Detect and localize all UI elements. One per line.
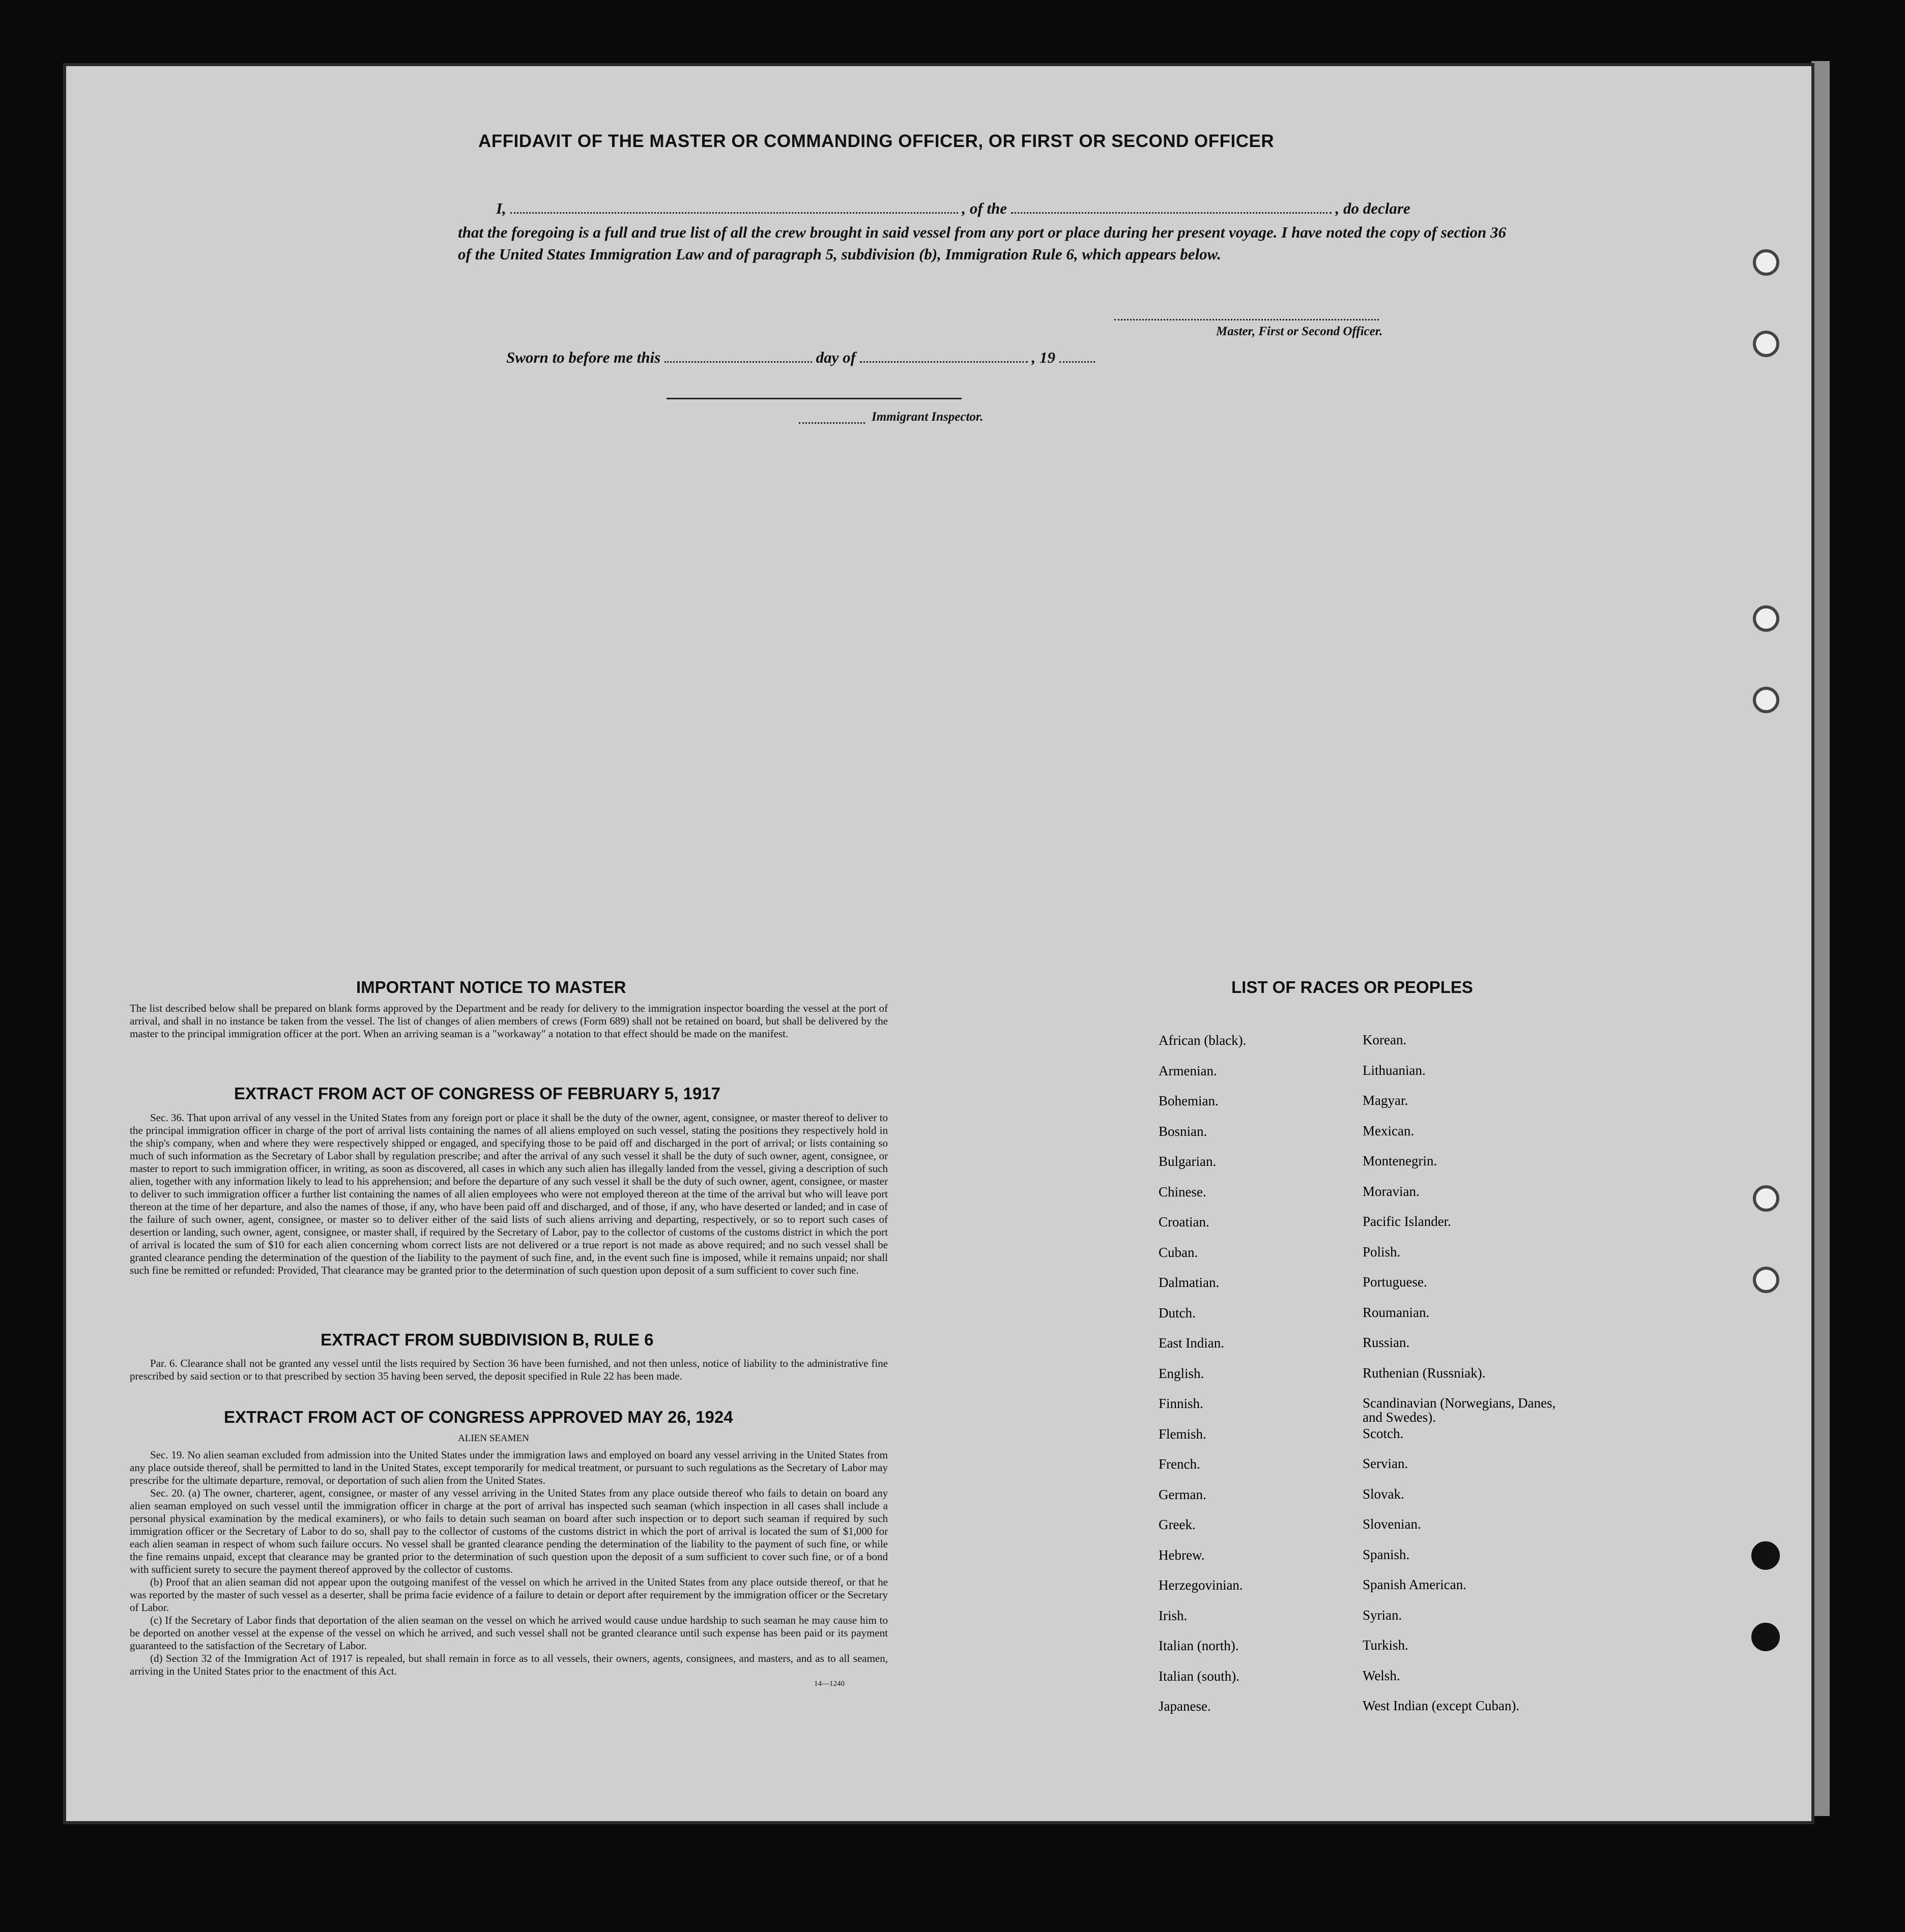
- extract-1924-subtitle: ALIEN SEAMEN: [458, 1433, 529, 1444]
- race-item: African (black).: [1159, 1033, 1247, 1048]
- race-item: Syrian.: [1363, 1607, 1402, 1623]
- race-item: Armenian.: [1159, 1063, 1217, 1078]
- race-item: Bosnian.: [1159, 1123, 1207, 1139]
- sworn-line: [506, 348, 1095, 367]
- race-item: Polish.: [1363, 1244, 1401, 1260]
- race-item: Montenegrin.: [1363, 1153, 1437, 1168]
- race-item: Dutch.: [1159, 1305, 1196, 1321]
- race-item: Roumanian.: [1363, 1304, 1430, 1320]
- extract-1917-title: EXTRACT FROM ACT OF CONGRESS OF FEBRUARY 5, 1917: [234, 1084, 720, 1103]
- race-item: Scandinavian (Norwegians, Danes, and Swedes).: [1363, 1395, 1556, 1425]
- underlying-page-edge: [1811, 61, 1830, 1816]
- binder-hole: [1753, 249, 1779, 276]
- race-item: German.: [1159, 1486, 1206, 1502]
- binder-hole: [1753, 605, 1779, 632]
- race-item: Japanese.: [1159, 1699, 1211, 1714]
- vessel-field-line[interactable]: [1011, 212, 1332, 214]
- declaration-of-the: , of the: [962, 199, 1007, 217]
- inspector-signature-line[interactable]: [667, 398, 962, 399]
- race-item: Magyar.: [1363, 1093, 1408, 1108]
- race-item: Korean.: [1363, 1032, 1407, 1047]
- race-item: Servian.: [1363, 1456, 1408, 1471]
- affidavit-body: that the foregoing is a full and true list of all the crew brought in said vessel from any port or place during her present voyage. I have noted the copy of section 36 of the United States Immigration Law and of paragraph 5, subdivision (b), Immigration Rule 6, which appears below.: [458, 223, 1506, 263]
- race-item: Croatian.: [1159, 1214, 1209, 1230]
- subdivision-title: EXTRACT FROM SUBDIVISION B, RULE 6: [321, 1330, 654, 1349]
- declaration-declare: , do declare: [1335, 199, 1410, 217]
- race-item: Herzegovinian.: [1159, 1577, 1243, 1593]
- race-item: Pacific Islander.: [1363, 1214, 1451, 1229]
- extract-1924-body: [130, 1449, 888, 1678]
- binder-hole: [1751, 1541, 1780, 1570]
- race-item: Dalmatian.: [1159, 1275, 1220, 1290]
- form-number: 14—1240: [814, 1680, 845, 1688]
- notice-body: The list described below shall be prepared on blank forms approved by the Department and be ready for delivery to the immigration inspector boarding the vessel at the port of arrival, and shall in no instance be taken from the vessel. The list of changes of alien members of crews (Form 689) shall not be retained on board, but shall be delivered by the master to the principal immigration officer at the port. When an arriving seaman is a "workaway" a notation to that effect should be made on the manifest.: [130, 1002, 888, 1040]
- race-item: Spanish.: [1363, 1546, 1410, 1562]
- race-item: West Indian (except Cuban).: [1363, 1698, 1520, 1713]
- sworn-text: Sworn to before me this: [506, 348, 661, 366]
- race-item: Russian.: [1363, 1335, 1410, 1350]
- binder-hole: [1753, 1185, 1779, 1212]
- race-item: Welsh.: [1363, 1667, 1400, 1683]
- race-item: Finnish.: [1159, 1396, 1203, 1411]
- race-item: Irish.: [1159, 1607, 1188, 1623]
- race-item: Bohemian.: [1159, 1093, 1219, 1108]
- affidavit-declaration-line: [496, 199, 1509, 218]
- inspector-line-2: [799, 422, 865, 424]
- subdivision-body: Par. 6. Clearance shall not be granted any vessel until the lists required by Section 36 have been furnished, and not then unless, notice of liability to the administrative fine prescribed by said section or to that prescribed by section 35 having been served, the deposit specified in Rule 22 has been made.: [130, 1357, 888, 1382]
- extract-1917-body: Sec. 36. That upon arrival of any vessel in the United States from any foreign port or place it shall be the duty of the owner, agent, consignee, or master thereof to deliver to the principal immigration officer in charge of the port of arrival lists containing the names of all aliens employed on such vessel, stating the positions they respectively hold in the ship's company, when and where they were respectively shipped or engaged, and specifying those to be paid off and discharged in the port of arrival; or lists containing so much of such information as the Secretary of Labor shall by regulation prescribe; and after the arrival of any such vessel it shall be the duty of such owner, agent, consignee, or master to report to such immigration officer, in writing, as soon as discovered, all cases in which any such alien has illegally landed from the vessel, giving a description of such alien, together with any information likely to lead to his apprehension; and before the departure of any such vessel it shall be the duty of such owner, agent, consignee, or master to deliver to such immigration officer a further list containing the names of all alien employees who were not employed thereon at the time of the arrival but who will leave port thereon at the time of her departure, and also the names of those, if any, who have been paid off and discharged, and of those, if any, who have deserted or landed; and in case of the failure of such owner, agent, consignee, or master so to deliver either of the said lists of such aliens arriving and departing, respectively, or so to report such cases of desertion or landing, such owner, agent, consignee, or master shall, if required by the Secretary of Labor, pay to the collector of customs of the customs district in which the port of arrival is located the sum of $10 for each alien concerning whom correct lists are not delivered or a true report is not made as above required; and no such vessel shall be granted clearance pending the determination of the question of the liability to the payment of such fine, and, in the event such fine is imposed, while it remains unpaid; nor shall such fine be remitted or refunded: Provided, That clearance may be granted prior to the determination of such question upon deposit of a sum sufficient to cover such fine.: [130, 1111, 888, 1276]
- race-item: English.: [1159, 1365, 1204, 1381]
- race-item: East Indian.: [1159, 1335, 1224, 1351]
- race-item: Hebrew.: [1159, 1547, 1205, 1563]
- race-item: Mexican.: [1363, 1123, 1415, 1138]
- race-item: French.: [1159, 1456, 1200, 1472]
- signature-line[interactable]: [1114, 319, 1379, 320]
- year-text: , 19: [1031, 348, 1055, 366]
- race-item: Flemish.: [1159, 1426, 1206, 1442]
- sec-20a-paragraph: Sec. 20. (a) The owner, charterer, agent, consignee, or master of any vessel arriving in the United States from any place outside thereof who fails to detain on board any alien seaman employed on such vessel until the immigration officer in charge at the port of arrival has inspected such seaman (which inspection in all cases shall include a personal physical examination by the medical examiners), or who fails to detain such seaman on board after such inspection or to deport such seaman if required by such immigration officer or the Secretary of Labor to do so, shall pay to the collector of customs of the customs district in which the port of arrival is located the sum of $1,000 for each alien seaman in respect of whom such failure occurs. No vessel shall be granted clearance pending the determination of the liability to the payment of such fine, or while the fine remains unpaid, except that clearance may be granted prior to the determination of such question upon the deposit of a sum sufficient to cover such fine, or of a bond with sufficient surety to secure the payment thereof approved by the collector of customs.: [130, 1487, 888, 1575]
- sworn-day-field[interactable]: [665, 361, 812, 363]
- binder-hole: [1753, 331, 1779, 357]
- race-item: Portuguese.: [1363, 1274, 1427, 1290]
- sec-19-paragraph: Sec. 19. No alien seaman excluded from admission into the United States under the immigration laws and employed on board any vessel arriving in the United States from any place outside thereof, shall be permitted to land in the United States, except temporarily for medical treatment, or pursuant to such regulations as the Secretary of Labor may prescribe for the ultimate departure, removal, or deportation of such alien from the United States.: [130, 1449, 888, 1486]
- declaration-i: I,: [496, 199, 506, 217]
- extract-1924-title: EXTRACT FROM ACT OF CONGRESS APPROVED MAY 26, 1924: [224, 1408, 733, 1426]
- race-item: Greek.: [1159, 1517, 1196, 1532]
- race-item: Turkish.: [1363, 1637, 1408, 1653]
- race-item: Italian (north).: [1159, 1638, 1239, 1653]
- race-item: Ruthenian (Russniak).: [1363, 1365, 1486, 1381]
- race-item: Italian (south).: [1159, 1668, 1239, 1684]
- race-item: Slovenian.: [1363, 1516, 1421, 1532]
- binder-hole: [1751, 1623, 1780, 1651]
- sec-20d-paragraph: (d) Section 32 of the Immigration Act of 1917 is repealed, but shall remain in force as to all vessels, their owners, agents, consignees, and masters, and as to all seamen, arriving in the United States prior to the enactment of this Act.: [130, 1652, 888, 1677]
- signature-label: Master, First or Second Officer.: [1216, 325, 1383, 338]
- race-item: Cuban.: [1159, 1244, 1198, 1260]
- races-title: LIST OF RACES OR PEOPLES: [1231, 978, 1473, 997]
- inspector-label: Immigrant Inspector.: [872, 410, 984, 424]
- race-item: Bulgarian.: [1159, 1154, 1217, 1169]
- affidavit-title: AFFIDAVIT OF THE MASTER OR COMMANDING OFFICER, OR FIRST OR SECOND OFFICER: [478, 131, 1275, 151]
- race-item: Spanish American.: [1363, 1577, 1466, 1592]
- sec-20c-paragraph: (c) If the Secretary of Labor finds that deportation of the alien seaman on the vessel on which he arrived would cause undue hardship to such seaman he may cause him to be deported on another vessel at the expense of the vessel on which he arrived, and such vessel shall not be granted clearance until such expense has been paid or its payment guaranteed to the satisfaction of the Secretary of Labor.: [130, 1614, 888, 1652]
- race-item: Moravian.: [1363, 1183, 1420, 1199]
- sworn-month-field[interactable]: [860, 361, 1028, 363]
- notice-title: IMPORTANT NOTICE TO MASTER: [356, 978, 626, 997]
- document-page: [66, 66, 1811, 1821]
- binder-hole: [1753, 1267, 1779, 1293]
- race-item: Chinese.: [1159, 1184, 1206, 1199]
- race-item: Scotch.: [1363, 1425, 1404, 1441]
- name-field-line[interactable]: [510, 212, 958, 214]
- sec-20b-paragraph: (b) Proof that an alien seaman did not appear upon the outgoing manifest of the vessel on which he arrived in the United States from any place outside thereof, or that he was reported by the master of such vessel as a deserter, shall be prima facie evidence of a failure to detain or deport after requirement by the immigration officer or the Secretary of Labor.: [130, 1576, 888, 1614]
- day-of-text: day of: [816, 348, 856, 366]
- sworn-year-field[interactable]: [1059, 361, 1095, 363]
- race-item: Slovak.: [1363, 1486, 1404, 1502]
- race-item: Lithuanian.: [1363, 1062, 1426, 1078]
- binder-hole: [1753, 687, 1779, 713]
